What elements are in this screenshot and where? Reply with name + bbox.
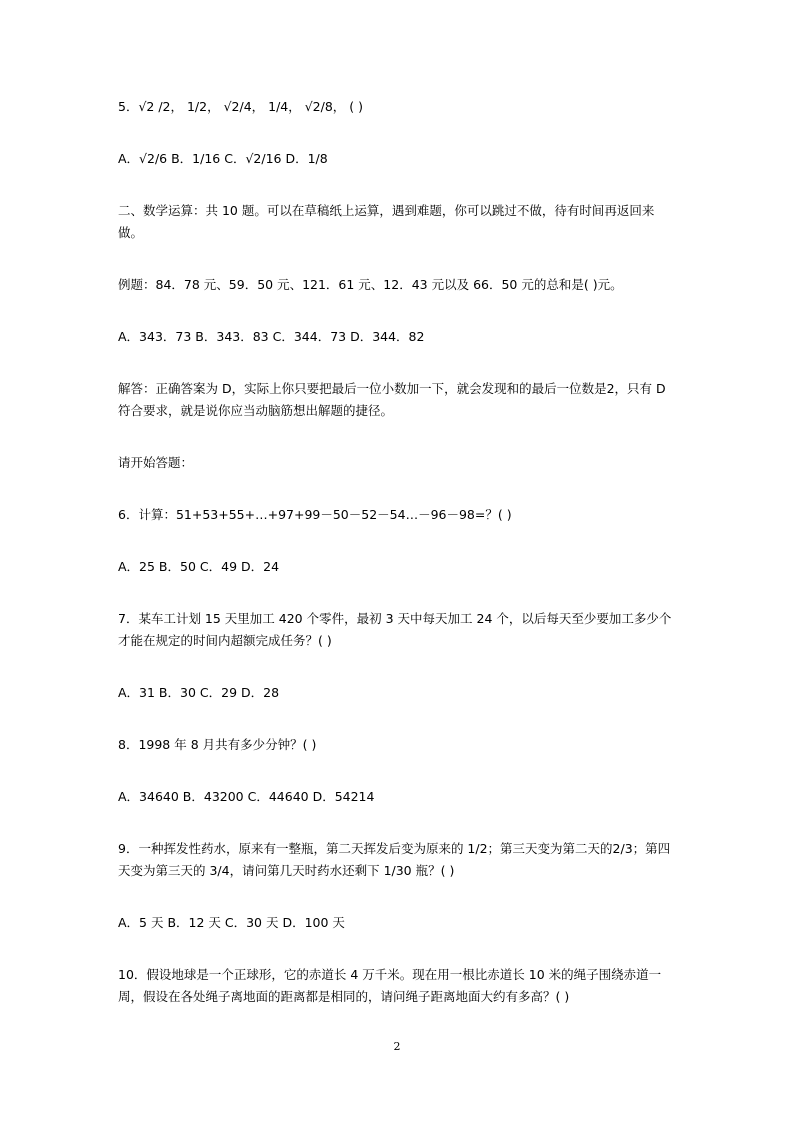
question-9-options: A．5 天 B．12 天 C．30 天 D．100 天: [118, 915, 345, 930]
example-question: 例题：84．78 元、59．50 元、121．61 元、12．43 元以及 66．50 元的总和是( )元。: [118, 277, 623, 292]
question-7-options: A．31 B．30 C．29 D．28: [118, 685, 280, 700]
start-prompt: 请开始答题：: [118, 455, 194, 470]
question-8-options: A．34640 B．43200 C．44640 D．54214: [118, 789, 375, 804]
page-number: 2: [393, 1040, 401, 1053]
question-5-options: A．√2/6 B．1/16 C．√2/16 D．1/8: [118, 151, 328, 166]
example-options: A．343．73 B．343．83 C．344．73 D．344．82: [118, 329, 425, 344]
example-answer: 解答：正确答案为 D，实际上你只要把最后一位小数加一下，就会发现和的最后一位数是2，只有 D 符合要求，就是说你应当动脑筋想出解题的捷径。: [118, 381, 670, 418]
question-7: 7．某车工计划 15 天里加工 420 个零件，最初 3 天中每天加工 24 个，以后每天至少要加工多少个才能在规定的时间内超额完成任务？( ): [118, 611, 672, 648]
question-6-options: A．25 B．50 C．49 D．24: [118, 559, 280, 574]
page-content: [118, 96, 678, 1038]
question-6: 6．计算：51+53+55+…+97+99－50－52－54…－96－98=？( ): [118, 507, 512, 522]
question-5: 5．√2 /2， 1/2， √2/4， 1/4， √2/8， ( ): [118, 99, 364, 114]
question-8: 8．1998 年 8 月共有多少分钟？( ): [118, 737, 317, 752]
question-9: 9．一种挥发性药水，原来有一整瓶，第二天挥发后变为原来的 1/2；第三天变为第二天的2/3；第四天变为第三天的 3/4，请问第几天时药水还剩下 1/30 瓶？( ): [118, 841, 671, 878]
section-heading-math: 二、数学运算：共 10 题。可以在草稿纸上运算，遇到难题，你可以跳过不做，待有时间再返回来做。: [118, 203, 655, 240]
question-10: 10．假设地球是一个正球形，它的赤道长 4 万千米。现在用一根比赤道长 10 米的绳子围绕赤道一周，假设在各处绳子离地面的距离都是相同的，请问绳子距离地面大约有多高？( ): [118, 967, 662, 1004]
